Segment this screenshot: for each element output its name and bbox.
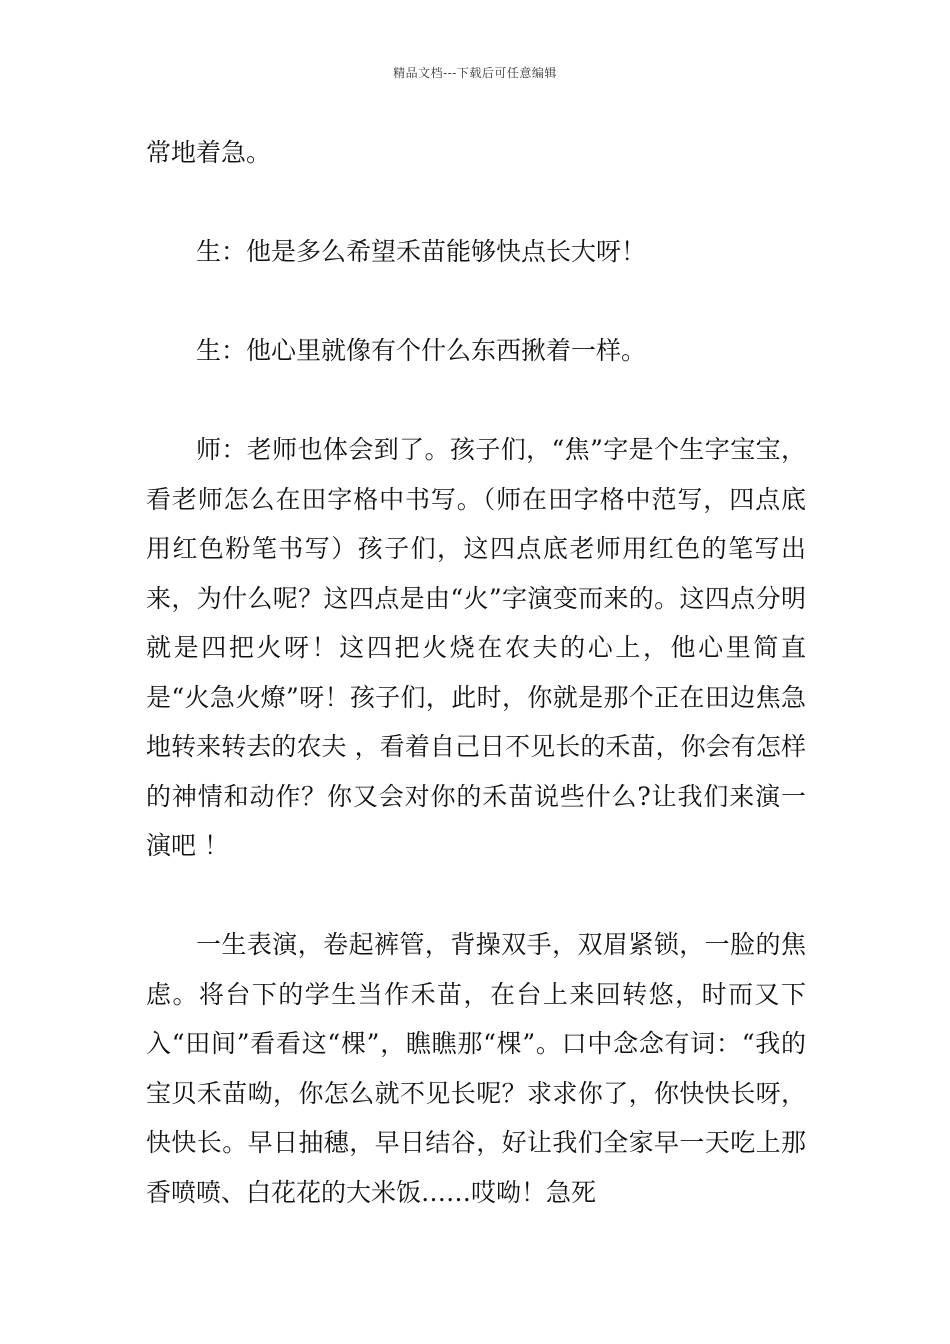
paragraph-student-line-2: 生：他心里就像有个什么东西揪着一样。: [196, 336, 647, 365]
paragraph-teacher: 师：老师也体会到了。孩子们，“焦”字是个生字宝宝，看老师怎么在田字格中书写。（师在田字格中范写，四点底用红色粉笔书写）孩子们，这四点底老师用红色的笔写出来，为什么呢？这四点是由“火”字演变而来的。这四点分明就是四把火呀！这四把火烧在农夫的心上，他心里简直是“火急火燎”呀！孩子们，此时，你就是那个正在田边焦急地转来转去的农夫 ，看着自己日不见长的禾苗，你会有怎样的神情和动作？你又会对你的禾苗说些什么?让我们来演一演吧 ！: [146, 435, 806, 860]
page-header: 精品文档---下载后可任意编辑: [393, 66, 557, 80]
paragraph-performance: 一生表演，卷起裤管，背操双手，双眉紧锁，一脸的焦虑。将台下的学生当作禾苗，在台上来回转悠，时而又下入“田间”看看这“棵”，瞧瞧那“棵”。口中念念有词：“我的宝贝禾苗呦，你怎么就不见长呢？求求你了，你快快长呀，快快长。早日抽穗，早日结谷，好让我们全家早一天吃上那香喷喷、白花花的大米饭……哎呦！急死: [146, 930, 806, 1207]
paragraph-student-line-1: 生：他是多么希望禾苗能够快点长大呀！: [196, 237, 647, 266]
document-body: [146, 128, 806, 1217]
paragraph-continuation: 常地着急。: [146, 138, 272, 167]
